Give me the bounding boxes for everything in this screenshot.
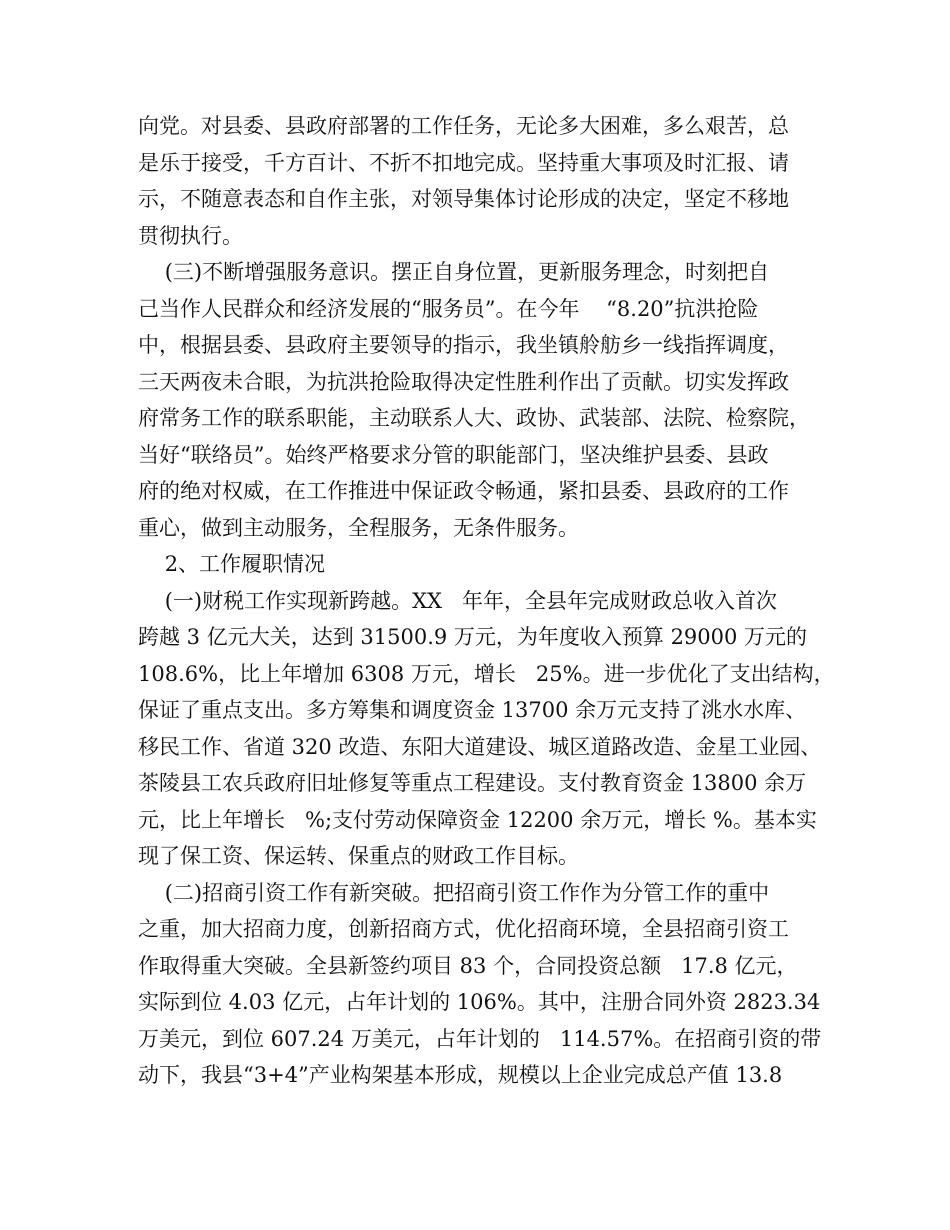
- text-line: 实际到位 4.03 亿元，占年计划的 106%。其中，注册合同外资 2823.34: [138, 990, 821, 1014]
- section-heading-line: 2、工作履职情况: [138, 552, 326, 576]
- text-line: 向党。对县委、县政府部署的工作任务，无论多大困难，多么艰苦，总: [138, 114, 789, 138]
- text-line: 府常务工作的联系职能，主动联系人大、政协、武装部、法院、检察院，: [138, 406, 810, 430]
- text-line: 之重，加大招商力度，创新招商方式，优化招商环境，全县招商引资工: [138, 917, 789, 941]
- text-line: 动下，我县“3+4”产业构架基本形成，规模以上企业完成总产值 13.8: [138, 1063, 783, 1087]
- text-line: 元，比上年增长 %;支付劳动保障资金 12200 余万元，增长 %。基本实: [138, 807, 817, 832]
- document-body: [138, 108, 835, 1094]
- section-heading-line: (一)财税工作实现新跨越。XX 年年，全县年完成财政总收入首次: [138, 588, 778, 613]
- text-line: 万美元，到位 607.24 万美元，占年计划的 114.57%。在招商引资的带: [138, 1026, 822, 1051]
- text-line: 茶陵县工农兵政府旧址修复等重点工程建设。支付教育资金 13800 余万: [138, 771, 807, 795]
- text-line: 三天两夜未合眼，为抗洪抢险取得决定性胜利作出了贡献。切实发挥政: [138, 369, 789, 394]
- text-line: 移民工作、省道 320 改造、东阳大道建设、城区道路改造、金星工业园、: [138, 734, 822, 759]
- text-line: 作取得重大突破。全县新签约项目 83 个，合同投资总额 17.8 亿元，: [138, 953, 798, 978]
- text-line: 示，不随意表态和自作主张，对领导集体讨论形成的决定，坚定不移地: [138, 187, 789, 211]
- text-line: 现了保工资、保运转、保重点的财政工作目标。: [138, 844, 579, 868]
- text-line: 中，根据县委、县政府主要领导的指示，我坐镇舲舫乡一线指挥调度，: [138, 333, 789, 357]
- text-line: 108.6%，比上年增加 6308 万元，增长 25%。进一步优化了支出结构，: [138, 661, 835, 686]
- text-line: 府的绝对权威，在工作推进中保证政令畅通，紧扣县委、县政府的工作: [138, 479, 789, 503]
- text-line: 当好“联络员”。始终严格要求分管的职能部门，坚决维护县委、县政: [138, 442, 769, 467]
- text-line: 保证了重点支出。多方筹集和调度资金 13700 余万元支持了洮水水库、: [138, 698, 807, 722]
- text-line: 贯彻执行。: [138, 223, 243, 248]
- section-heading-line: (二)招商引资工作有新突破。把招商引资工作作为分管工作的重中: [138, 880, 770, 905]
- text-line: 跨越 3 亿元大关，达到 31500.9 万元，为年度收入预算 29000 万元的: [138, 625, 808, 649]
- text-line: 己当作人民群众和经济发展的“服务员”。在今年 “8.20”抗洪抢险: [138, 296, 759, 321]
- text-line: 重心，做到主动服务，全程服务，无条件服务。: [138, 515, 579, 540]
- text-line: 是乐于接受，千方百计、不折不扣地完成。坚持重大事项及时汇报、请: [138, 150, 789, 175]
- section-heading-line: (三)不断增强服务意识。摆正自身位置，更新服务理念，时刻把自: [138, 260, 770, 284]
